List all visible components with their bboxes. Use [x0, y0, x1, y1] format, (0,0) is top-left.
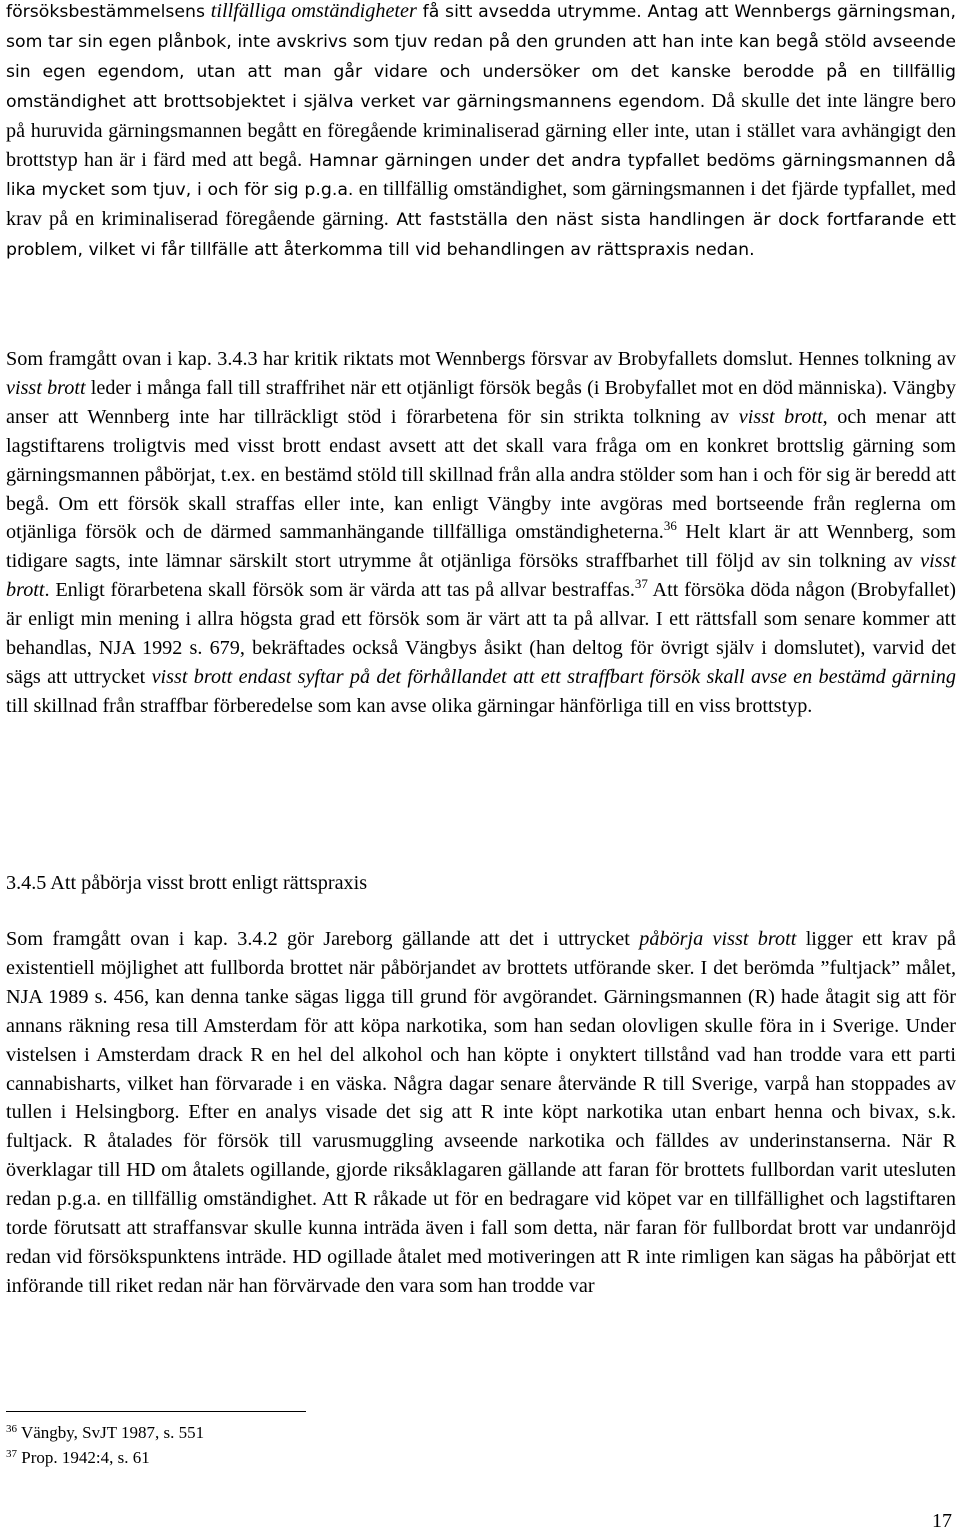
paragraph-1 — [6, 0, 956, 265]
paragraph-2 — [6, 345, 956, 721]
footnote-37-text: Prop. 1942:4, s. 61 — [17, 1448, 150, 1467]
paragraph-2-j: visst brott endast syftar på det förhållandet att ett straffbart försök skall avse en bestämd gärning — [151, 665, 956, 688]
footnote-ref-37[interactable]: 37 — [634, 576, 648, 592]
footnote-36-mark: 36 — [6, 1423, 17, 1435]
paragraph-3-c: ligger ett krav på existentiell möjlighet att fullborda brottet när påbörjandet av brottets utförande sker. I det berömda ”fultjack” målet, NJA 1989 s. 456, kan denna tanke sägas ligga till grund för avgörandet. Gärningsmannen (R) hade åtagit sig att för annans räkning resa till Amsterdam för att köpa narkotika, som han sedan olovligen skulle föra in i Sverige. Under vistelsen i Amsterdam drack R en hel del alkohol och han köpte i onyktert tillstånd vad han trodde vara ett parti cannabisharts, vilket han förvarade i en väska. Några dagar senare återvände R till Sverige, varpå han stoppades av tullen i Helsingborg. Efter en analys visade det sig att R inte köpt narkotika utan enbart henna och bivax, s.k. fultjack. R åtalades för försök till varusmuggling avseende narkotika och fälldes av underinstanserna. När R överklagar till HD om åtalets ogillande, gjorde riksåklagaren gällande att faran för brottets fullbordan varit utesluten redan p.g.a. en tillfällig omständighet. Att R råkade ut för en bedragare vid köpet var en tillfällighet och lagstiftaren torde förutsatt att straffansvar skulle kunna inträda även i fall som detta, när faran för fullbordat brott var undanröjd redan vid försökspunktens inträde. HD ogillade åtalet med motiveringen att R inte rimligen kan sägas ha påbörjat ett införande till riket redan när han förvärvade den vara som han trodde var — [6, 928, 956, 1297]
page-number: 17 — [932, 1510, 952, 1532]
paragraph-2-b: visst brott — [6, 376, 86, 399]
footnote-37 — [6, 1443, 150, 1469]
paragraph-3-b: påbörja visst brott — [639, 928, 797, 950]
footnote-37-mark: 37 — [6, 1448, 17, 1460]
paragraph-3-a: Som framgått ovan i kap. 3.4.2 gör Jareborg gällande att det i uttrycket — [6, 928, 640, 950]
paragraph-2-e: , och menar att lagstiftarens troligtvis med visst brott endast avsett att det skall vara fråga om en konkret brottslig gärning som gärningsmannen påbörjat, t.ex. en bestämd stöld till skillnad från alla andra stölder som han i och för sig är beredd att begå. Om ett försök skall straffas eller inte, kan enligt Vängby inte avgöras med bortseende från reglerna om otjänliga försök och de därmed sammanhängande tillfälliga omständigheterna. — [6, 405, 956, 544]
section-heading: 3.4.5 Att påbörja visst brott enligt rättspraxis — [6, 872, 368, 894]
paragraph-2-g: visst brott — [6, 550, 956, 602]
paragraph-1-s3: Hamnar gärningen under det andra typfallet bedöms gärningsmannen då lika mycket som tjuv, i och för sig p.g.a. — [6, 150, 956, 201]
paragraph-2-d: visst brott — [738, 405, 823, 428]
paragraph-3 — [6, 925, 956, 1301]
paragraph-2-a: Som framgått ovan i kap. 3.4.3 har kritik riktats mot Wennbergs försvar av Brobyfallets domslut. Hennes tolkning av — [6, 348, 956, 370]
paragraph-2-k: till skillnad från straffbar förberedelse som kan avse olika gärningar hänförliga till en viss brottstyp. — [6, 694, 813, 717]
paragraph-1-s4: en tillfällig omständighet, som gärningsmannen i det fjärde typfallet, med krav på en kriminaliserad föregående gärning. — [6, 178, 956, 231]
paragraph-2-f: Helt klart är att Wennberg, som tidigare sagts, inte lämnar särskilt stort utrymme åt otjänliga försöks straffbarhet till följd av sin tolkning av — [6, 521, 956, 573]
paragraph-1-s2: Då skulle det inte längre bero på huruvida gärningsmannen begått en föregående kriminaliserad gärning eller inte, utan i stället vara avhängigt den brottstyp han är i färd med att begå. — [6, 89, 956, 171]
paragraph-2-i: Att försöka döda någon (Brobyfallet) är enligt min mening i allra högsta grad ett försök som är värt att ta på allvar. I ett rättsfall som senare kommer att behandlas, NJA 1992 s. 679, bekräftades också Vängbys åsikt (han deltog för övrigt själv i domslutet), varvid det sägs att uttrycket — [6, 579, 956, 688]
footnote-ref-36[interactable]: 36 — [663, 518, 677, 534]
paragraph-1-s1-c: få sitt avsedda utrymme. Antag att Wennbergs gärningsman, som tar sin egen plånbok, inte avskrivs som tjuv redan på den grunden att han inte kan begå stöld avseende sin egen egendom, utan att man går vidare och undersöker om det kanske berodde på en tillfällig omständighet att brottsobjektet i själva verket var gärningsmannens egendom. — [6, 2, 956, 112]
footnote-36-text: Vängby, SvJT 1987, s. 551 — [17, 1423, 205, 1442]
paragraph-1-s1-b: tillfälliga omständigheter — [210, 0, 417, 22]
footnote-36 — [6, 1418, 204, 1444]
paragraph-1-s5: Att fastställa den näst sista handlingen är dock fortfarande ett problem, vilket vi får tillfälle att återkomma till vid behandlingen av rättspraxis nedan. — [6, 210, 956, 261]
paragraph-1-s1-a: försöksbestämmelsens — [6, 2, 211, 22]
paragraph-2-h: . Enligt förarbetena skall försök som är värda att tas på allvar bestraffas. — [44, 579, 635, 602]
paragraph-2-c: leder i många fall till straffrihet när ett otjänligt försök begås (i Brobyfallet mot en död människa). Vängby anser att Wennberg inte har tillräckligt stöd i förarbetena för sin strikta tolkning av — [6, 376, 956, 428]
footnote-divider — [6, 1411, 306, 1412]
